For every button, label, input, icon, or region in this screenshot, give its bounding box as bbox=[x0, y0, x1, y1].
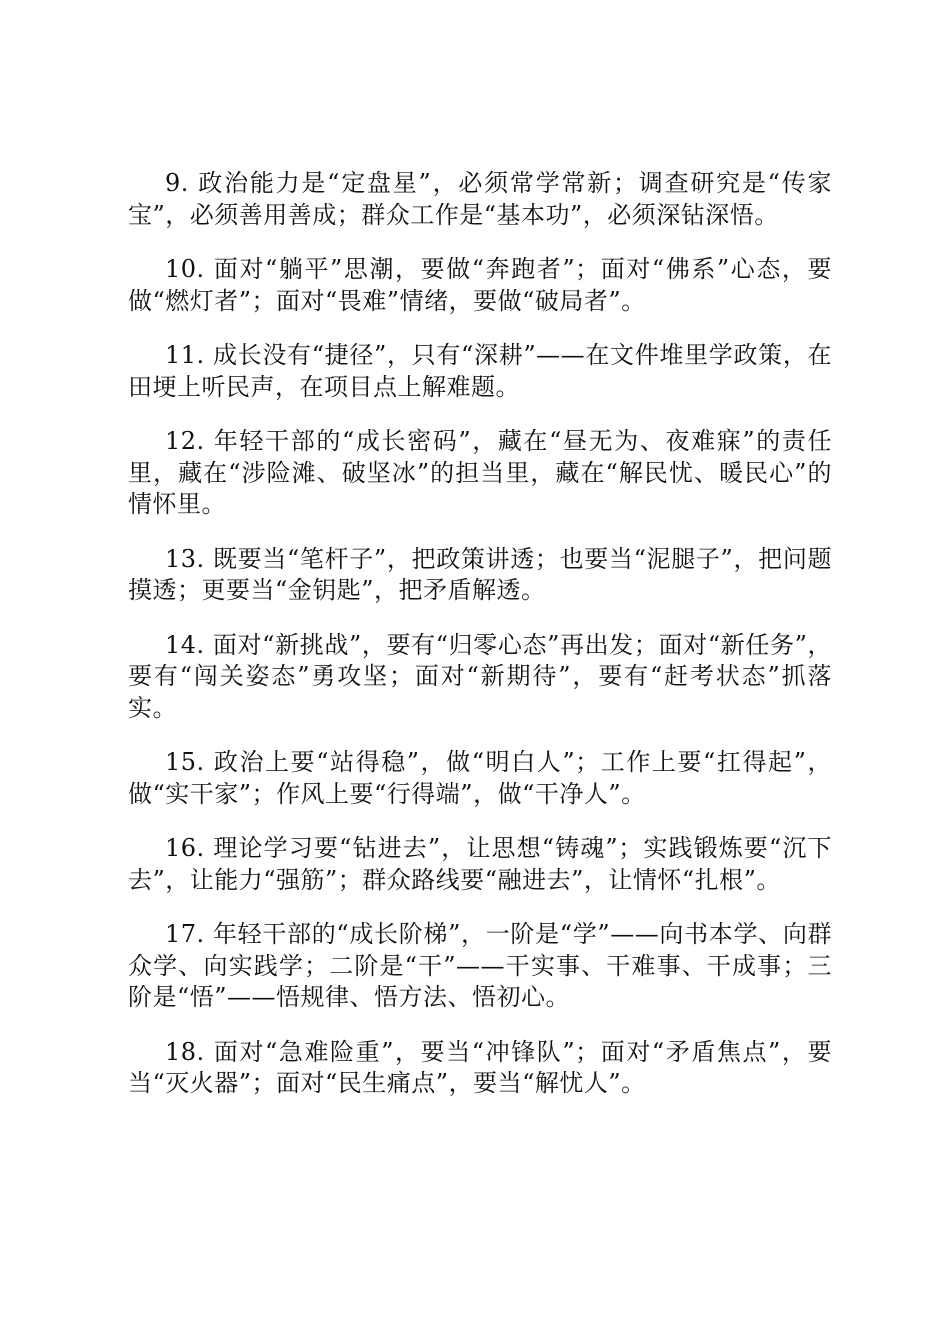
paragraph-13: 13. 既要当“笔杆子”，把政策讲透；也要当“泥腿子”，把问题摸透；更要当“金钥匙”，把矛盾解透。 bbox=[128, 544, 832, 604]
paragraph-15: 15. 政治上要“站得稳”，做“明白人”；工作上要“扛得起”，做“实干家”；作风上要“行得端”，做“干净人”。 bbox=[128, 748, 832, 808]
paragraph-18: 18. 面对“急难险重”，要当“冲锋队”；面对“矛盾焦点”，要当“灭火器”；面对“民生痛点”，要当“解忧人”。 bbox=[128, 1037, 832, 1097]
paragraph-14: 14. 面对“新挑战”，要有“归零心态”再出发；面对“新任务”，要有“闯关姿态”勇攻坚；面对“新期待”，要有“赶考状态”抓落实。 bbox=[128, 630, 832, 722]
paragraph-10: 10. 面对“躺平”思潮，要做“奔跑者”；面对“佛系”心态，要做“燃灯者”；面对“畏难”情绪，要做“破局者”。 bbox=[128, 255, 832, 315]
paragraph-16: 16. 理论学习要“钻进去”，让思想“铸魂”；实践锻炼要“沉下去”，让能力“强筋”；群众路线要“融进去”，让情怀“扎根”。 bbox=[128, 834, 832, 894]
paragraph-11: 11. 成长没有“捷径”，只有“深耕”——在文件堆里学政策，在田埂上听民声，在项目点上解难题。 bbox=[128, 341, 832, 401]
document-body bbox=[128, 168, 832, 1123]
paragraph-17: 17. 年轻干部的“成长阶梯”，一阶是“学”——向书本学、向群众学、向实践学；二阶是“干”——干实事、干难事、干成事；三阶是“悟”——悟规律、悟方法、悟初心。 bbox=[128, 920, 832, 1011]
paragraph-9: 9. 政治能力是“定盘星”，必须常学常新；调查研究是“传家宝”，必须善用善成；群众工作是“基本功”，必须深钻深悟。 bbox=[128, 169, 832, 229]
paragraph-12: 12. 年轻干部的“成长密码”，藏在“昼无为、夜难寐”的责任里，藏在“涉险滩、破坚冰”的担当里，藏在“解民忧、暖民心”的情怀里。 bbox=[128, 427, 832, 518]
